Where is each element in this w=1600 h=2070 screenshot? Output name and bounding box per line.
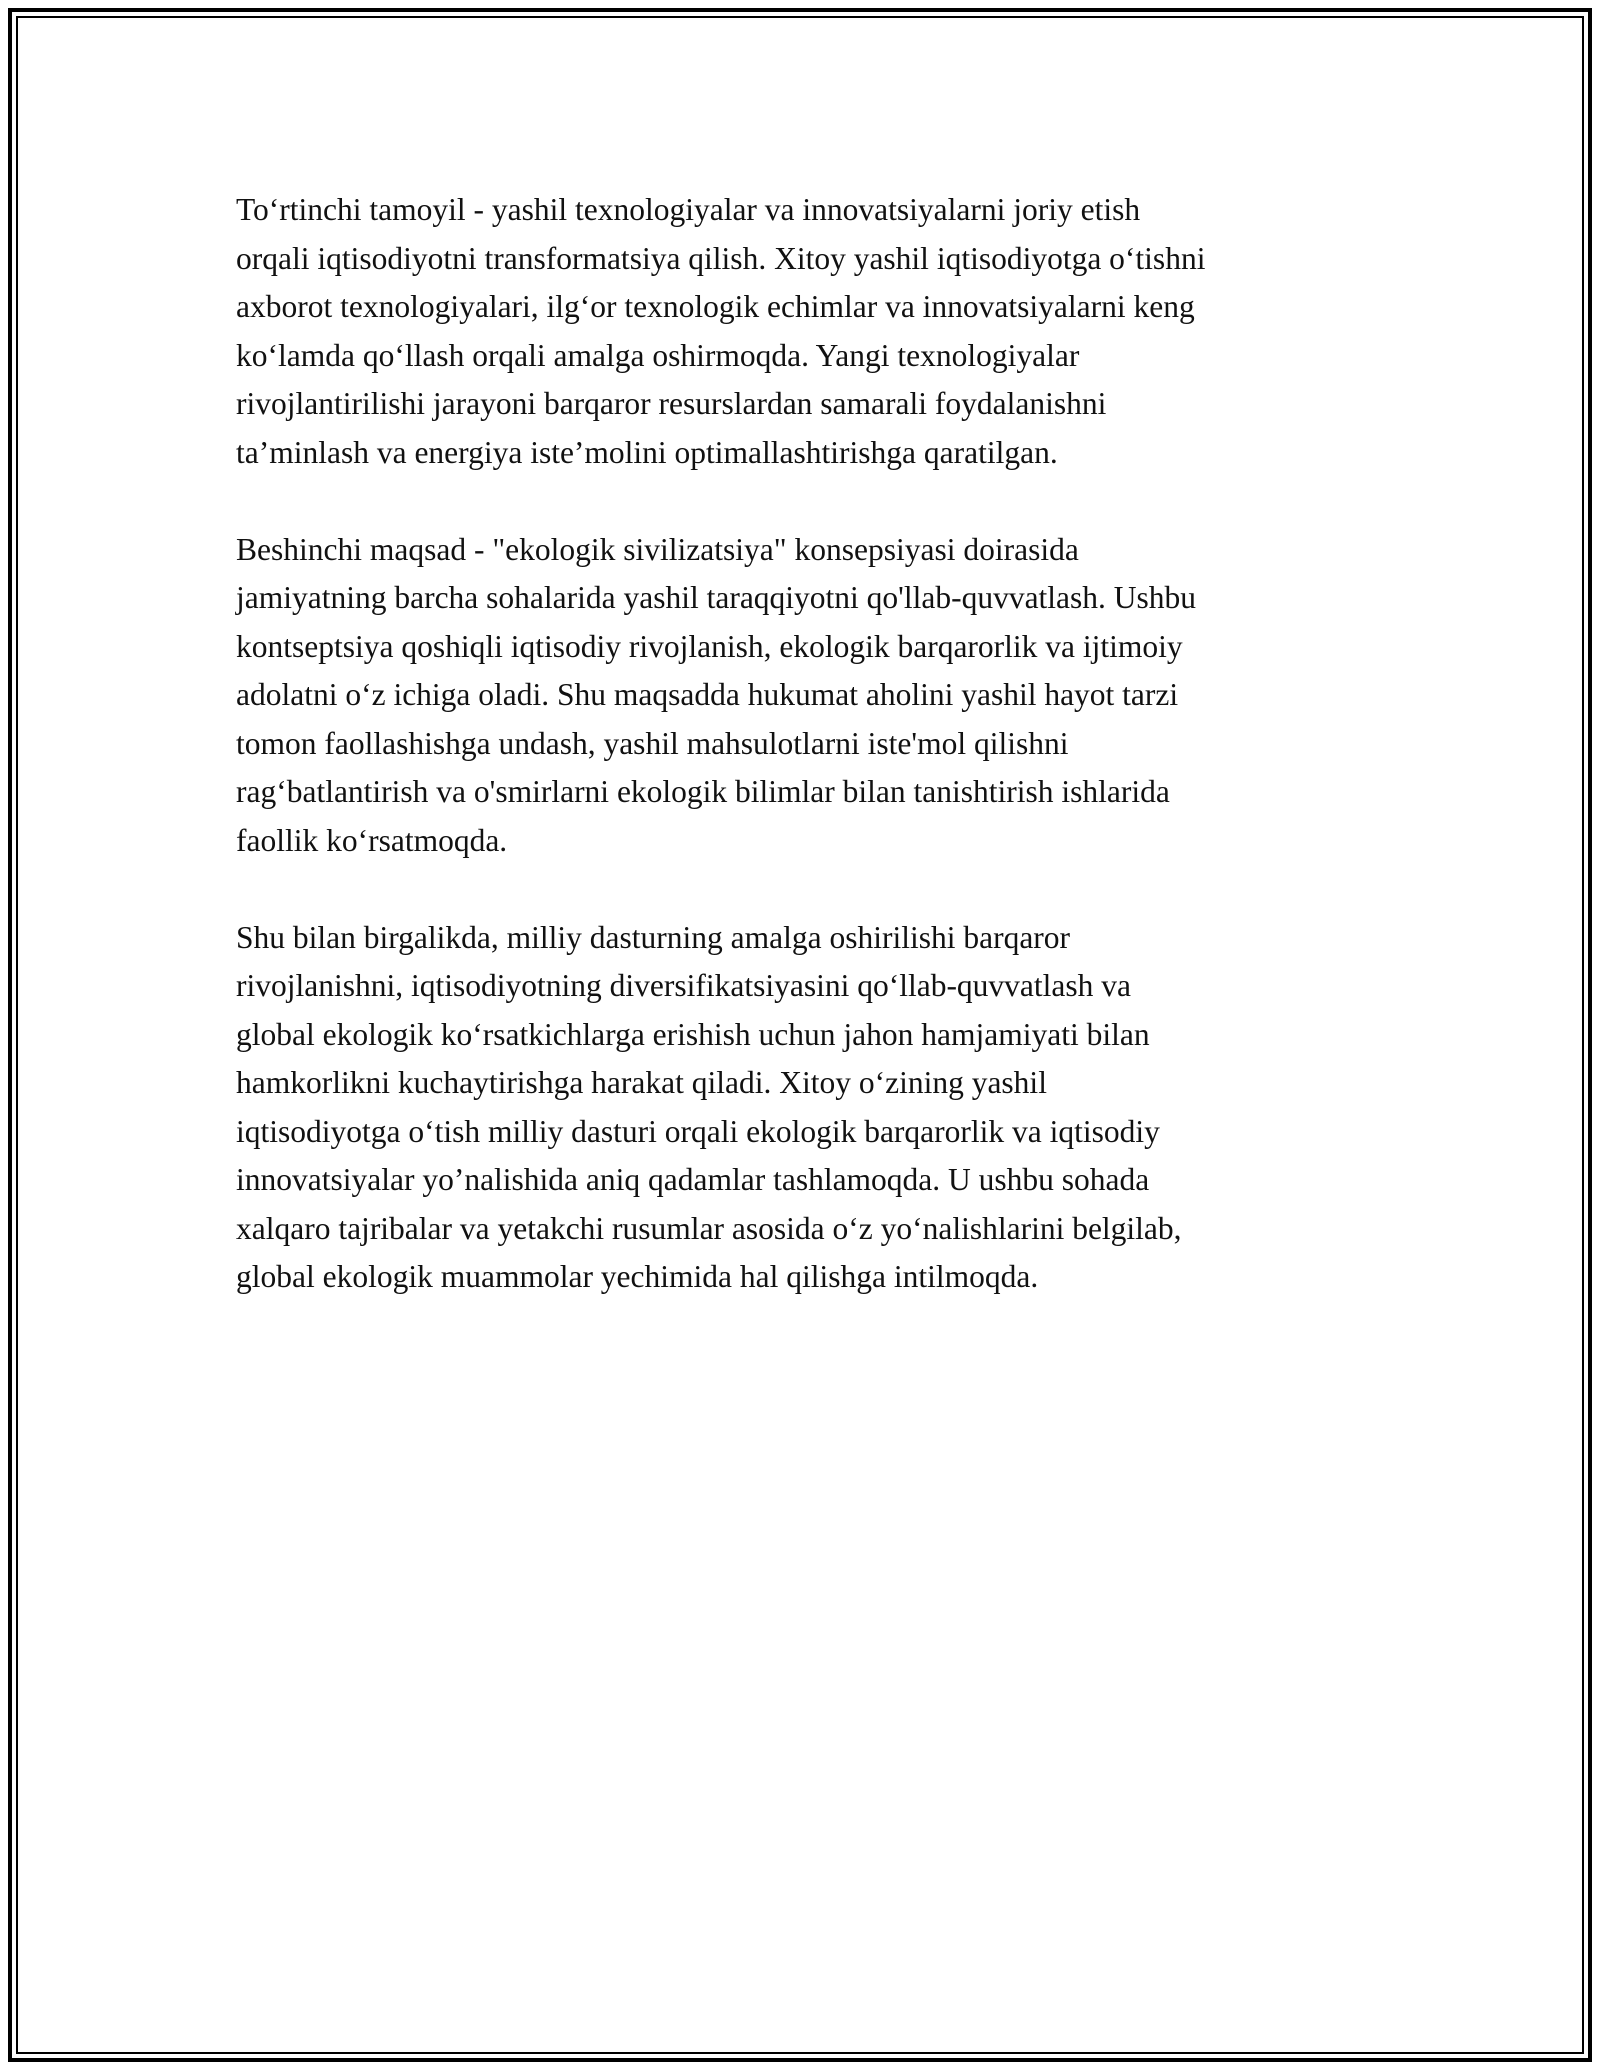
text-line: faollik ko‘rsatmoqda. [236, 822, 508, 858]
text-line: To‘rtinchi tamoyil - yashil texnologiyalar va innovatsiyalarni joriy etish [236, 192, 1141, 227]
document-body [236, 186, 1406, 1350]
text-line: axborot texnologiyalari, ilg‘or texnologik echimlar va innovatsiyalarni keng [236, 289, 1195, 324]
text-line: rag‘batlantirish va o'smirlarni ekologik bilimlar bilan tanishtirish ishlarida [236, 774, 1170, 809]
text-line: tomon faollashishga undash, yashil mahsulotlarni iste'mol qilishni [236, 725, 1069, 761]
text-line: jamiyatning barcha sohalarida yashil taraqqiyotni qo'llab-quvvatlash. Ushbu [236, 580, 1197, 615]
text-line: hamkorlikni kuchaytirishga harakat qiladi. Xitoy o‘zining yashil [236, 1065, 1047, 1100]
text-line: iqtisodiyotga o‘tish milliy dasturi orqali ekologik barqarorlik va iqtisodiy [236, 1113, 1160, 1149]
paragraph-3 [236, 914, 1406, 1302]
text-line: ko‘lamda qo‘llash orqali amalga oshirmoqda. Yangi texnologiyalar [236, 337, 1080, 373]
text-line: ta’minlash va energiya iste’molini optimallashtirishga qaratilgan. [236, 434, 1058, 470]
text-line: global ekologik muammolar yechimida hal qilishga intilmoqda. [236, 1259, 1039, 1294]
text-line: Shu bilan birgalikda, milliy dasturning amalga oshirilishi barqaror [236, 919, 1071, 955]
text-line: global ekologik ko‘rsatkichlarga erishish uchun jahon hamjamiyati bilan [236, 1016, 1150, 1052]
text-line: adolatni o‘z ichiga oladi. Shu maqsadda hukumat aholini yashil hayot tarzi [236, 677, 1179, 712]
text-line: rivojlanishni, iqtisodiyotning diversifikatsiyasini qo‘llab-quvvatlash va [236, 968, 1132, 1003]
text-line: innovatsiyalar yo’nalishida aniq qadamlar tashlamoqda. U ushbu sohada [236, 1162, 1150, 1197]
paragraph-1 [236, 186, 1406, 477]
text-line: rivojlantirilishi jarayoni barqaror resurslardan samarali foydalanishni [236, 386, 1107, 421]
text-line: Beshinchi maqsad - "ekologik sivilizatsiya" konsepsiyasi doirasida [236, 531, 1079, 567]
paragraph-2 [236, 526, 1406, 866]
text-line: xalqaro tajribalar va yetakchi rusumlar asosida o‘z yo‘nalishlarini belgilab, [236, 1210, 1182, 1246]
text-line: kontseptsiya qoshiqli iqtisodiy rivojlanish, ekologik barqarorlik va ijtimoiy [236, 628, 1183, 664]
text-line: orqali iqtisodiyotni transformatsiya qilish. Xitoy yashil iqtisodiyotga o‘tishni [236, 240, 1206, 276]
